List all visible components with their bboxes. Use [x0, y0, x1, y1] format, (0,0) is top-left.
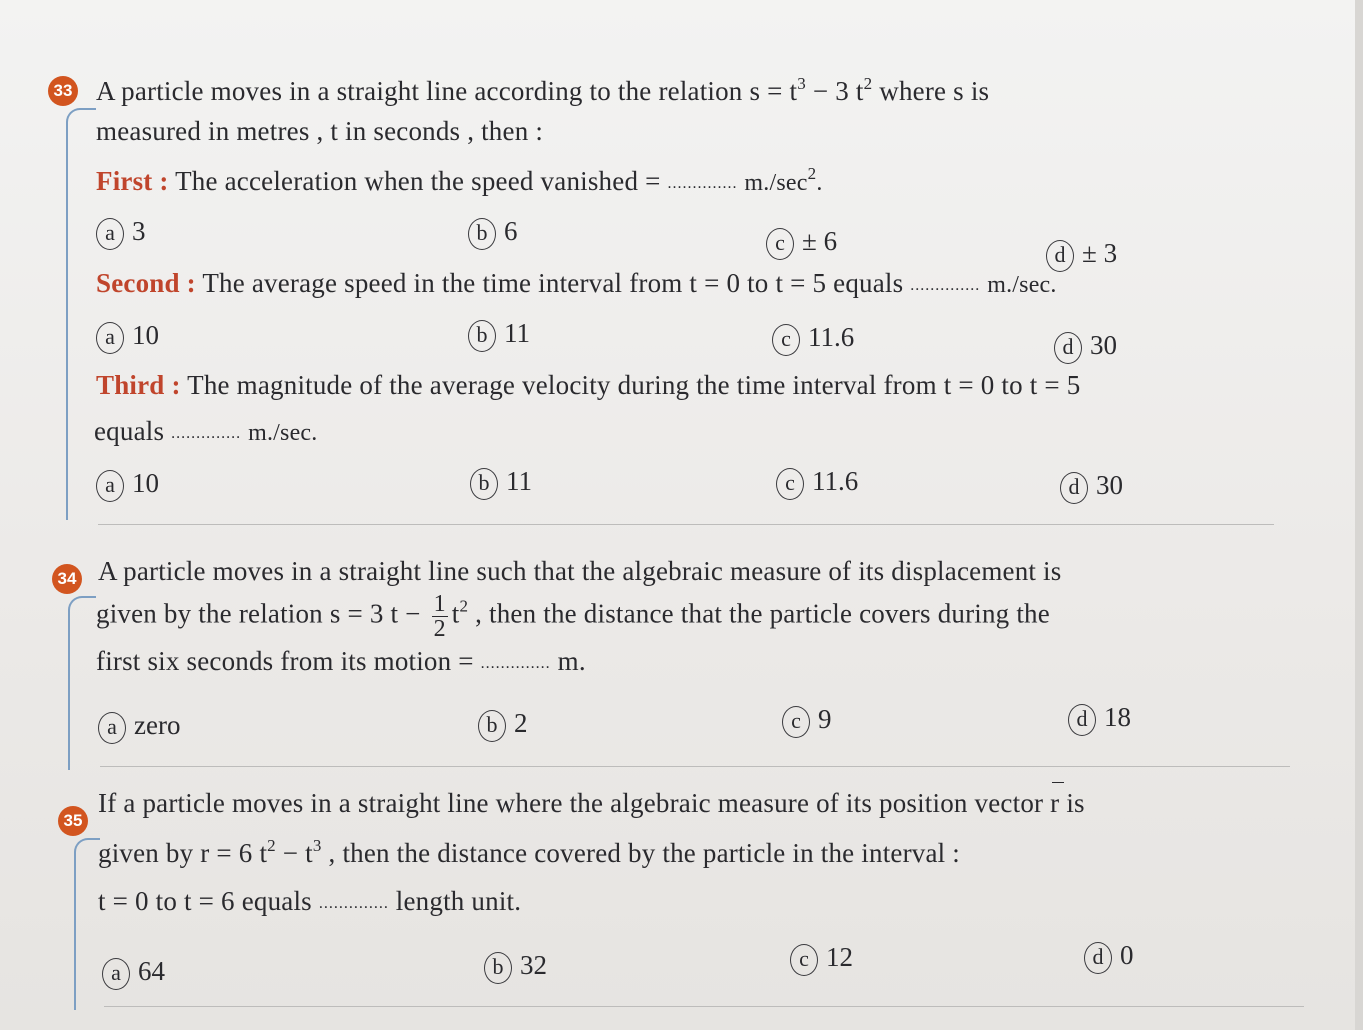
- option-letter: b: [468, 218, 496, 250]
- option-letter: b: [468, 320, 496, 352]
- unit: $m./\sec^2$.: [744, 164, 823, 196]
- stem-text: first six seconds from its motion =: [96, 646, 474, 676]
- option-letter: a: [98, 712, 126, 744]
- question-33-stem-line1: [96, 76, 989, 107]
- question-number-badge: 35: [58, 806, 88, 836]
- option-c[interactable]: [776, 466, 858, 500]
- option-d[interactable]: [1068, 702, 1131, 736]
- question-34-stem-line2: given by the relation s = 3 t − $\frac{1}{2}$ $t^2$ , then the distance that the particle covers during the: [96, 591, 1050, 642]
- answer-blank: ..............: [171, 424, 242, 442]
- option-value: 9: [818, 704, 832, 734]
- option-d[interactable]: [1054, 330, 1117, 364]
- question-bracket: [66, 108, 96, 520]
- option-value: 11.6: [812, 466, 859, 496]
- option-b[interactable]: [484, 950, 547, 984]
- answer-blank: ..............: [910, 276, 981, 294]
- question-35-stem-line1: [98, 788, 1085, 819]
- option-a[interactable]: [96, 216, 146, 250]
- answer-blank: ..............: [667, 174, 738, 192]
- answer-blank: ..............: [480, 654, 551, 672]
- part-text: The average speed in the time interval from t = 0 to t = 5 equals: [202, 268, 904, 298]
- position-vector-symbol: r: [1050, 788, 1060, 818]
- part-third-prompt: [96, 370, 1081, 401]
- option-value: 12: [826, 942, 853, 972]
- option-value: 10: [132, 468, 159, 498]
- option-letter: c: [782, 706, 810, 738]
- option-value: ± 3: [1082, 238, 1118, 268]
- option-letter: b: [478, 710, 506, 742]
- question-divider: [100, 766, 1290, 767]
- option-value: 2: [514, 708, 528, 738]
- option-a[interactable]: [96, 320, 159, 354]
- option-b[interactable]: [468, 216, 518, 250]
- stem-text: t = 0 to t = 6 equals: [98, 886, 312, 916]
- part-second-prompt: [96, 268, 1057, 299]
- part-text: The magnitude of the average velocity during the time interval from t = 0 to t = 5: [187, 370, 1081, 400]
- option-value: 30: [1096, 470, 1123, 500]
- stem-text: , then the distance that the particle covers during the: [475, 598, 1050, 629]
- option-d[interactable]: [1046, 238, 1117, 272]
- question-34-stem-line1: A particle moves in a straight line such that the algebraic measure of its displacement is: [98, 556, 1062, 586]
- option-value: 10: [132, 320, 159, 350]
- option-letter: d: [1084, 942, 1112, 974]
- option-letter: c: [790, 944, 818, 976]
- question-divider: [104, 1006, 1304, 1007]
- option-c[interactable]: [766, 226, 837, 260]
- stem-text: is: [1066, 788, 1085, 818]
- option-letter: a: [96, 218, 124, 250]
- option-letter: d: [1060, 472, 1088, 504]
- question-35-stem-line2: [98, 838, 960, 869]
- option-d[interactable]: [1060, 470, 1123, 504]
- relation-equation: given by r = 6 $t^2 - t^3$: [98, 836, 322, 868]
- part-text: equals: [94, 416, 165, 446]
- option-value: 64: [138, 956, 165, 986]
- part-label: Second :: [96, 268, 196, 298]
- option-value: 3: [132, 216, 146, 246]
- question-divider: [98, 524, 1274, 525]
- answer-blank: ..............: [318, 894, 389, 912]
- option-letter: b: [470, 468, 498, 500]
- question-bracket: [74, 838, 100, 1010]
- option-d[interactable]: [1084, 940, 1134, 974]
- option-value: 0: [1120, 940, 1134, 970]
- part-text: The acceleration when the speed vanished =: [175, 166, 661, 196]
- part-first-prompt: [96, 166, 823, 197]
- option-letter: d: [1054, 332, 1082, 364]
- option-c[interactable]: [772, 322, 854, 356]
- stem-text: , then the distance covered by the particle in the interval :: [328, 838, 961, 868]
- option-value: ± 6: [802, 226, 838, 256]
- part-third-prompt-line2: [94, 416, 317, 447]
- option-value: 32: [520, 950, 547, 980]
- option-letter: a: [96, 470, 124, 502]
- question-number-badge: 33: [48, 76, 78, 106]
- question-number-badge: 34: [52, 564, 82, 594]
- option-a[interactable]: [96, 468, 159, 502]
- question-33-stem-line2: measured in metres , t in seconds , then :: [96, 116, 544, 146]
- option-value: 11: [506, 466, 532, 496]
- option-a[interactable]: [102, 956, 165, 990]
- option-c[interactable]: [790, 942, 853, 976]
- option-letter: c: [776, 468, 804, 500]
- stem-text: A particle moves in a straight line according to the relation: [96, 76, 743, 106]
- unit: m./sec.: [248, 420, 318, 446]
- option-b[interactable]: [468, 318, 530, 352]
- unit: length unit.: [395, 886, 522, 916]
- option-letter: c: [772, 324, 800, 356]
- option-value: 11.6: [808, 322, 855, 352]
- page-edge: [1355, 0, 1363, 1030]
- option-c[interactable]: [782, 704, 832, 738]
- option-value: 6: [504, 216, 518, 246]
- option-letter: d: [1068, 704, 1096, 736]
- part-label: Third :: [96, 370, 181, 400]
- option-b[interactable]: [470, 466, 532, 500]
- question-34-stem-line3: [96, 646, 586, 677]
- part-label: First :: [96, 166, 169, 196]
- unit: m.: [557, 646, 586, 676]
- option-value: zero: [134, 710, 181, 740]
- option-letter: d: [1046, 240, 1074, 272]
- option-letter: a: [102, 958, 130, 990]
- option-a[interactable]: [98, 710, 180, 744]
- question-35-stem-line3: [98, 886, 521, 917]
- unit: m./sec.: [987, 272, 1057, 298]
- fraction-one-half: $\frac{1}{2}$: [433, 591, 446, 642]
- option-value: 30: [1090, 330, 1117, 360]
- option-letter: c: [766, 228, 794, 260]
- option-value: 11: [504, 318, 530, 348]
- stem-text: where s is: [879, 76, 990, 106]
- stem-text: given by the relation s = 3 t −: [96, 598, 421, 629]
- option-letter: a: [96, 322, 124, 354]
- option-value: 18: [1104, 702, 1131, 732]
- option-b[interactable]: [478, 708, 528, 742]
- question-bracket: [68, 596, 96, 770]
- stem-text: If a particle moves in a straight line where the algebraic measure of its position vector: [98, 788, 1044, 818]
- option-letter: b: [484, 952, 512, 984]
- relation-equation: $s = t^3 - 3$ $t^2$: [749, 74, 873, 106]
